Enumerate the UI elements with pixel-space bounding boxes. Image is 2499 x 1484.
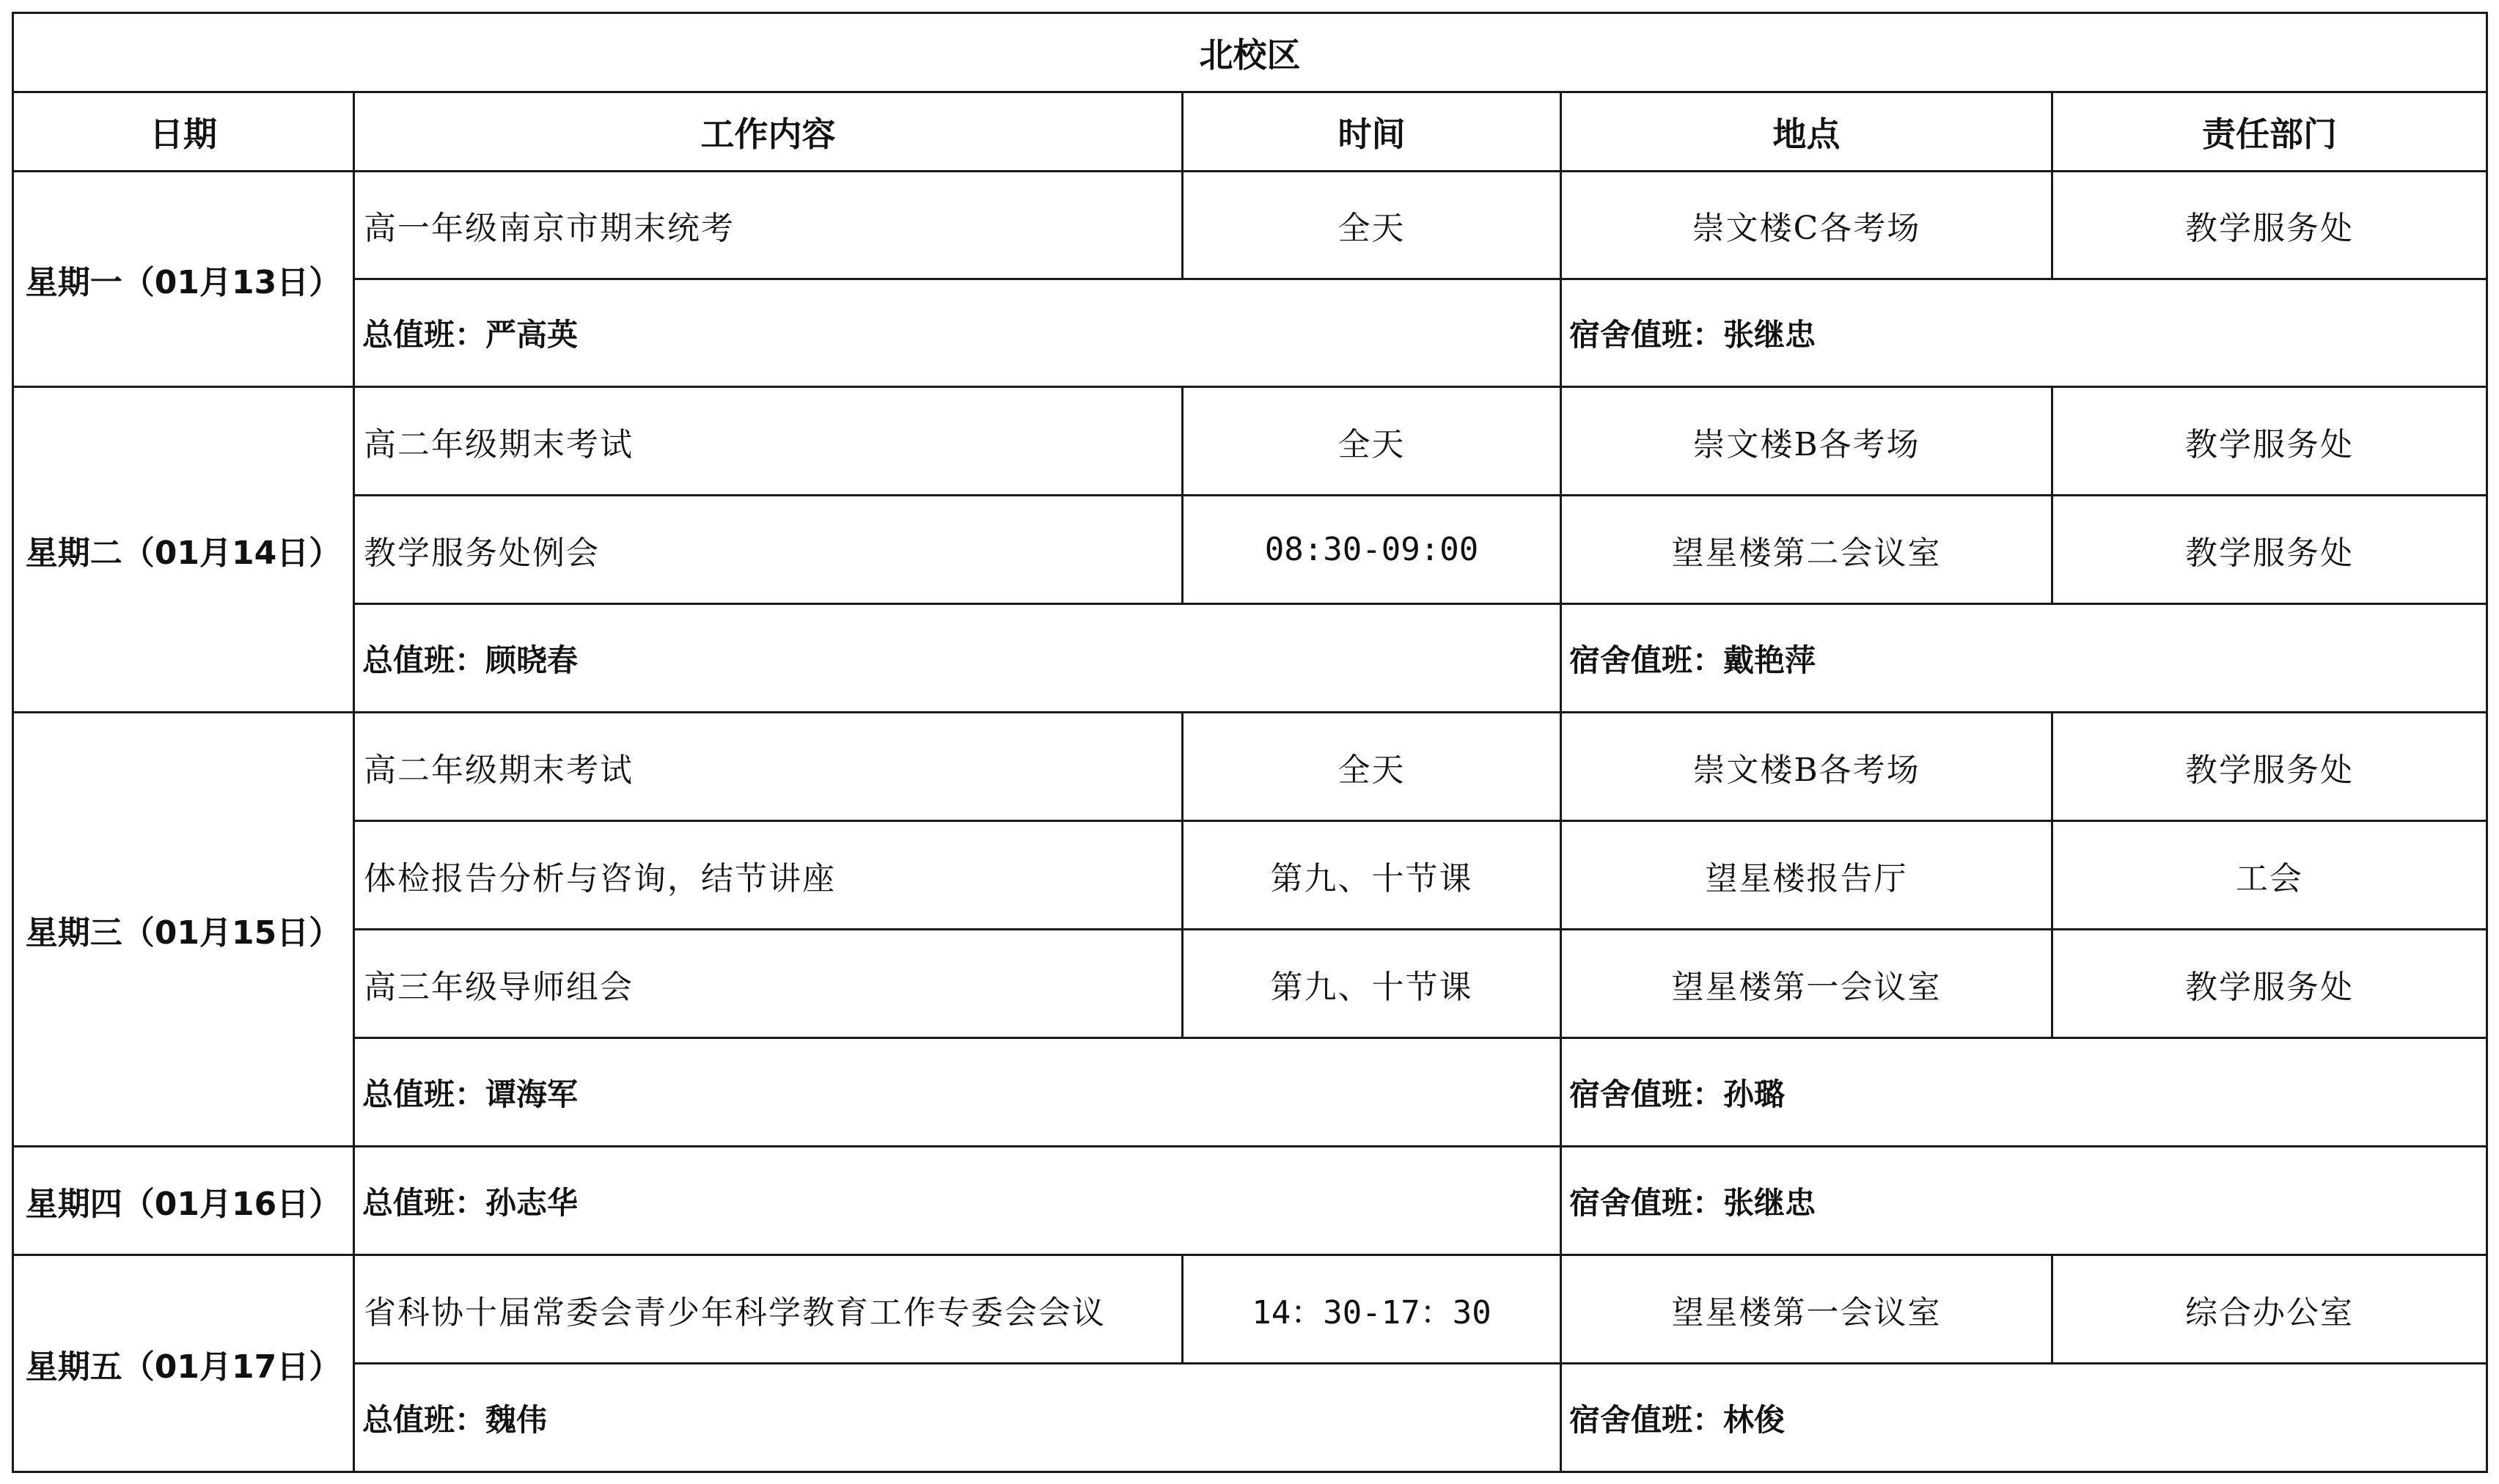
event-dept: 综合办公室: [2052, 1255, 2487, 1364]
event-time: 第九、十节课: [1183, 821, 1561, 930]
schedule-table: [12, 12, 2488, 1473]
duty-row: [13, 604, 2487, 713]
duty-general: 总值班：魏伟: [354, 1364, 1561, 1472]
duty-dorm: 宿舍值班：张继忠: [1561, 279, 2487, 387]
event-dept: 教学服务处: [2052, 387, 2487, 496]
event-dept: 教学服务处: [2052, 930, 2487, 1038]
event-time: 全天: [1183, 713, 1561, 821]
event-time: 全天: [1183, 387, 1561, 496]
event-content: 体检报告分析与咨询，结节讲座: [354, 821, 1183, 930]
event-dept: 教学服务处: [2052, 496, 2487, 604]
table-title: 北校区: [13, 13, 2487, 92]
table-row: [13, 172, 2487, 279]
event-dept: 工会: [2052, 821, 2487, 930]
event-content: 教学服务处例会: [354, 496, 1183, 604]
title-row: [13, 13, 2487, 92]
event-place: 崇文楼C各考场: [1561, 172, 2052, 279]
duty-row: [13, 1147, 2487, 1255]
event-time: 08:30-09:00: [1183, 496, 1561, 604]
date-cell-tuesday: 星期二（01月14日）: [13, 387, 354, 713]
table-row: [13, 930, 2487, 1038]
event-place: 崇文楼B各考场: [1561, 387, 2052, 496]
schedule-sheet: [12, 12, 2486, 1473]
header-dept: 责任部门: [2052, 92, 2487, 172]
duty-dorm: 宿舍值班：林俊: [1561, 1364, 2487, 1472]
event-place: 望星楼第二会议室: [1561, 496, 2052, 604]
event-time: 全天: [1183, 172, 1561, 279]
duty-general: 总值班：孙志华: [354, 1147, 1561, 1255]
duty-general: 总值班：严高英: [354, 279, 1561, 387]
event-place: 望星楼第一会议室: [1561, 930, 2052, 1038]
duty-row: [13, 1038, 2487, 1147]
header-time: 时间: [1183, 92, 1561, 172]
event-content: 高一年级南京市期末统考: [354, 172, 1183, 279]
header-date: 日期: [13, 92, 354, 172]
duty-row: [13, 279, 2487, 387]
table-row: [13, 387, 2487, 496]
table-row: [13, 713, 2487, 821]
header-content: 工作内容: [354, 92, 1183, 172]
event-time: 14：30-17：30: [1183, 1255, 1561, 1364]
header-row: [13, 92, 2487, 172]
event-place: 崇文楼B各考场: [1561, 713, 2052, 821]
event-place: 望星楼报告厅: [1561, 821, 2052, 930]
event-content: 高三年级导师组会: [354, 930, 1183, 1038]
duty-general: 总值班：谭海军: [354, 1038, 1561, 1147]
event-dept: 教学服务处: [2052, 713, 2487, 821]
event-content: 高二年级期末考试: [354, 713, 1183, 821]
table-row: [13, 496, 2487, 604]
date-cell-thursday: 星期四（01月16日）: [13, 1147, 354, 1255]
event-content: 省科协十届常委会青少年科学教育工作专委会会议: [354, 1255, 1183, 1364]
date-cell-monday: 星期一（01月13日）: [13, 172, 354, 387]
date-cell-wednesday: 星期三（01月15日）: [13, 713, 354, 1147]
duty-general: 总值班：顾晓春: [354, 604, 1561, 713]
event-dept: 教学服务处: [2052, 172, 2487, 279]
event-time: 第九、十节课: [1183, 930, 1561, 1038]
event-place: 望星楼第一会议室: [1561, 1255, 2052, 1364]
duty-dorm: 宿舍值班：张继忠: [1561, 1147, 2487, 1255]
event-content: 高二年级期末考试: [354, 387, 1183, 496]
table-row: [13, 821, 2487, 930]
header-place: 地点: [1561, 92, 2052, 172]
duty-dorm: 宿舍值班：戴艳萍: [1561, 604, 2487, 713]
duty-row: [13, 1364, 2487, 1472]
duty-dorm: 宿舍值班：孙璐: [1561, 1038, 2487, 1147]
date-cell-friday: 星期五（01月17日）: [13, 1255, 354, 1472]
table-row: [13, 1255, 2487, 1364]
